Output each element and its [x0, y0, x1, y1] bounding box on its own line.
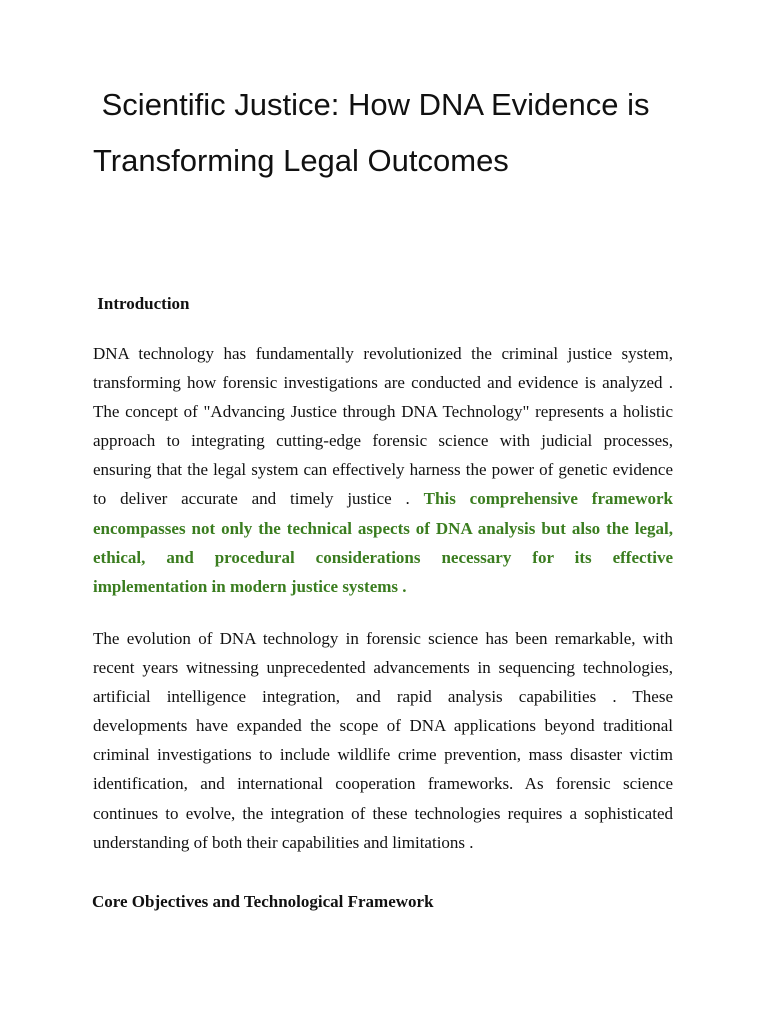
core-objectives-heading: Core Objectives and Technological Framework	[92, 892, 434, 911]
page-title: Scientific Justice: How DNA Evidence is Transforming Legal Outcomes	[93, 87, 658, 178]
evolution-paragraph: The evolution of DNA technology in forensic science has been remarkable, with recent years witnessing unprecedented advancements in sequencing technologies, artificial intelligence integration, and rapid analysis capabilities . These developments have expanded the scope of DNA applications beyond traditional criminal investigations to include wildlife crime prevention, mass disaster victim identification, and international cooperation frameworks. As forensic science continues to evolve, the integration of these technologies requires a sophisticated understanding of both their capabilities and limitations .	[93, 629, 673, 852]
introduction-paragraph-text: DNA technology has fundamentally revolutionized the criminal justice system, transforming how forensic investigations are conducted and evidence is analyzed . The concept of "Advancing Justice through DNA Technology" represents a holistic approach to integrating cutting-edge forensic science with judicial processes, ensuring that the legal system can effectively harness the power of genetic evidence to deliver accurate and timely justice .	[93, 344, 673, 509]
highlighted-text: This comprehensive framework encompasses not only the technical aspects of DNA analysis but also the legal, ethical, and procedural considerations necessary for its effective implementation in modern justice systems .	[93, 489, 673, 596]
introduction-paragraph	[93, 339, 673, 601]
introduction-heading: Introduction	[93, 294, 190, 313]
